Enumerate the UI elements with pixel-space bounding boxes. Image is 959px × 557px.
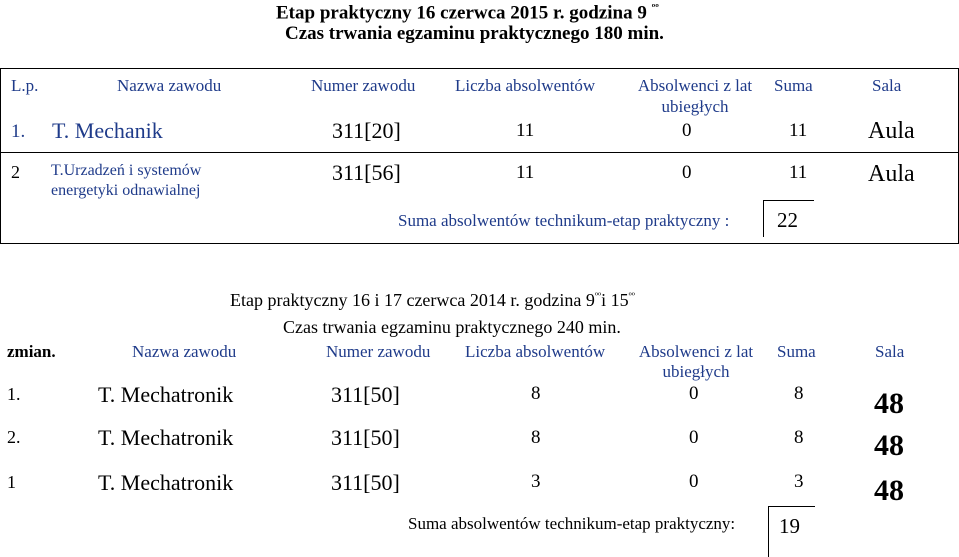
top-row1-nazwa: T. Mechanik xyxy=(52,118,163,143)
top-table-border-top xyxy=(0,68,959,69)
top-row2-sala: Aula xyxy=(868,161,915,187)
bottom-row3-numer: 311[50] xyxy=(331,470,400,495)
top-header-suma: Suma xyxy=(774,76,813,95)
top-row2-suma: 11 xyxy=(789,162,808,183)
top-row1-lp: 1. xyxy=(11,121,26,142)
top-table-border-bottom xyxy=(0,243,959,244)
top-row1-absolwenci: 0 xyxy=(682,120,692,141)
top-row1-liczba: 11 xyxy=(516,120,535,141)
bottom-row1-sala: 48 xyxy=(874,387,904,420)
bottom-row3-absolwenci: 0 xyxy=(689,471,699,492)
bottom-row3-liczba: 3 xyxy=(531,471,541,492)
bottom-row3-sala: 48 xyxy=(874,474,904,507)
top-table-border-left xyxy=(0,68,1,244)
bottom-header-liczba: Liczba absolwentów xyxy=(465,342,606,361)
top-header-lp: L.p. xyxy=(11,76,39,95)
bottom-row2-lp: 2. xyxy=(7,427,21,447)
top-row1-suma: 11 xyxy=(789,120,808,141)
top-total-label: Suma absolwentów technikum-etap praktyczny : xyxy=(398,211,730,230)
bottom-row1-nazwa: T. Mechatronik xyxy=(98,382,234,407)
bottom-row2-sala: 48 xyxy=(874,429,904,462)
bottom-header-lp: zmian. xyxy=(7,342,56,361)
bottom-header-absolwenci-1: Absolwenci z lat xyxy=(638,342,754,361)
bottom-duration: Czas trwania egzaminu praktycznego 240 min. xyxy=(283,317,621,337)
bottom-heading-sup-2: ºº xyxy=(628,291,635,302)
top-heading xyxy=(276,3,659,22)
top-row1-sala: Aula xyxy=(868,118,915,144)
top-header-liczba: Liczba absolwentów xyxy=(455,76,596,95)
bottom-row1-liczba: 8 xyxy=(531,383,541,404)
top-header-numer: Numer zawodu xyxy=(311,76,416,95)
top-row2-nazwa-1: T.Urzadzeń i systemów xyxy=(51,162,202,179)
bottom-row3-lp: 1 xyxy=(7,472,16,492)
top-row2-numer: 311[56] xyxy=(332,160,401,185)
top-header-nazwa: Nazwa zawodu xyxy=(117,76,222,95)
top-duration: Czas trwania egzaminu praktycznego 180 min. xyxy=(285,23,664,44)
bottom-row3-suma: 3 xyxy=(794,471,804,492)
bottom-row3-nazwa: T. Mechatronik xyxy=(98,470,234,495)
bottom-header-suma: Suma xyxy=(777,342,816,361)
bottom-row2-liczba: 8 xyxy=(531,427,541,448)
bottom-heading-sup-1: ºº xyxy=(594,291,602,302)
bottom-row1-lp: 1. xyxy=(7,384,21,404)
top-row2-liczba: 11 xyxy=(516,162,535,183)
bottom-row1-numer: 311[50] xyxy=(331,382,400,407)
bottom-total-label: Suma absolwentów technikum-etap praktyczny: xyxy=(408,514,736,533)
top-header-absolwenci-2: ubiegłych xyxy=(661,97,729,116)
top-row2-absolwenci: 0 xyxy=(682,162,692,183)
top-header-absolwenci-1: Absolwenci z lat xyxy=(637,76,753,95)
bottom-row1-absolwenci: 0 xyxy=(689,383,699,404)
top-total-value: 22 xyxy=(777,208,798,232)
bottom-header-absolwenci-2: ubiegłych xyxy=(662,362,730,381)
top-heading-text: Etap praktyczny 16 czerwca 2015 r. godzina 9 xyxy=(276,2,647,24)
bottom-row2-absolwenci: 0 xyxy=(689,427,699,448)
top-row2-nazwa-2: energetyki odnawialnej xyxy=(51,182,201,199)
bottom-row2-suma: 8 xyxy=(794,427,804,448)
top-row2-lp: 2 xyxy=(11,162,20,182)
bottom-total-value: 19 xyxy=(779,514,800,538)
top-heading-sup: ºº xyxy=(651,2,659,14)
bottom-row2-nazwa: T. Mechatronik xyxy=(98,425,234,450)
top-row1-numer: 311[20] xyxy=(332,118,401,143)
bottom-header-nazwa: Nazwa zawodu xyxy=(132,342,237,361)
bottom-row1-suma: 8 xyxy=(794,383,804,404)
top-table-row-divider xyxy=(0,152,959,153)
bottom-heading-text: Etap praktyczny 16 i 17 czerwca 2014 r. godzina 9 xyxy=(230,290,595,310)
bottom-row2-numer: 311[50] xyxy=(331,425,400,450)
bottom-heading-mid: i 15 xyxy=(601,290,629,310)
bottom-header-sala: Sala xyxy=(875,342,905,361)
bottom-header-numer: Numer zawodu xyxy=(326,342,431,361)
top-header-sala: Sala xyxy=(872,76,902,95)
bottom-heading xyxy=(230,291,635,309)
